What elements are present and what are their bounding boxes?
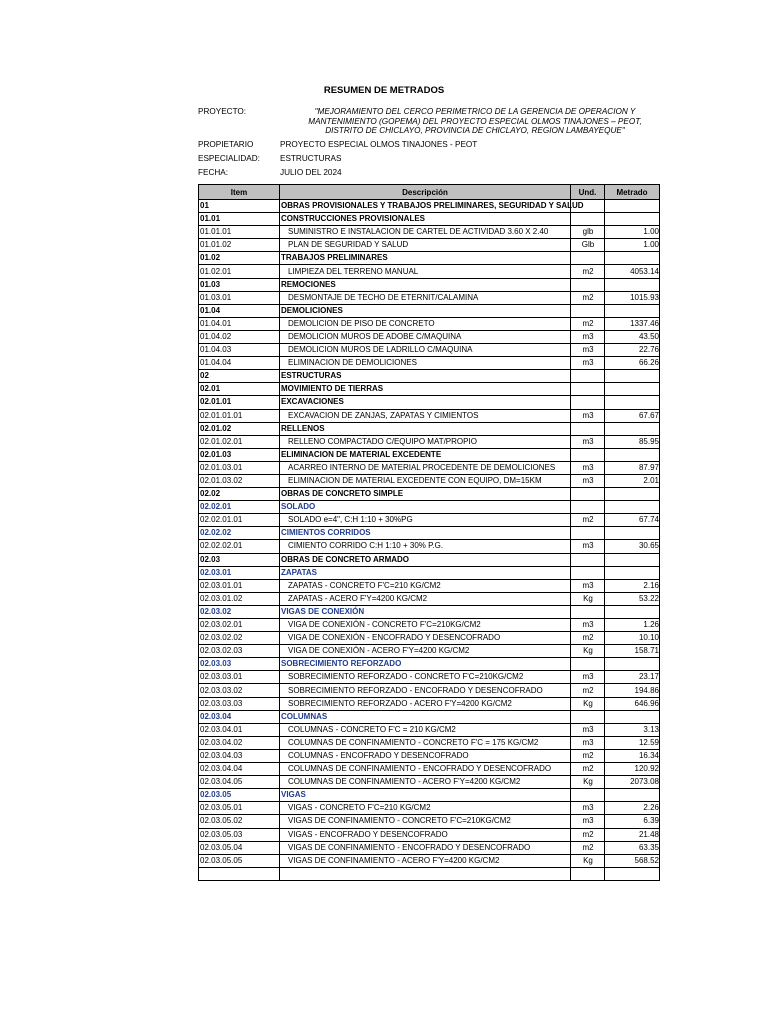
document-title: RESUMEN DE METRADOS (323, 85, 445, 96)
description-cell: SUMINISTRO E INSTALACION DE CARTEL DE ACTIVIDAD 3.60 X 2.40 (280, 226, 571, 239)
item-cell: 01.04.01 (199, 317, 280, 330)
item-cell: 02.03.02 (199, 605, 280, 618)
description-cell: COLUMNAS DE CONFINAMIENTO - ENCOFRADO Y DESENCOFRADO (280, 763, 571, 776)
item-cell: 02.03.05.03 (199, 828, 280, 841)
table-row (199, 789, 660, 802)
table-row (199, 474, 660, 487)
table-row (199, 213, 660, 226)
description-cell: EXCAVACION DE ZANJAS, ZAPATAS Y CIMIENTOS (280, 409, 571, 422)
table-row (199, 383, 660, 396)
table-row (199, 579, 660, 592)
description-cell: SOLADO e=4", C:H 1:10 + 30%PG (280, 514, 571, 527)
table-row (199, 828, 660, 841)
item-cell: 02.03.01.02 (199, 592, 280, 605)
fecha-label: FECHA: (198, 168, 229, 177)
metrado-cell: 158.71 (605, 645, 660, 658)
metrado-cell: 1015.93 (605, 291, 660, 304)
table-row (199, 435, 660, 448)
item-cell (199, 867, 280, 880)
table-row (199, 344, 660, 357)
unit-cell: Kg (571, 697, 605, 710)
metrado-cell (605, 605, 660, 618)
unit-cell: m3 (571, 802, 605, 815)
metrado-cell (605, 658, 660, 671)
unit-cell: Glb (571, 239, 605, 252)
unit-cell: m3 (571, 736, 605, 749)
table-row (199, 239, 660, 252)
description-cell: VIGA DE CONEXIÓN - ENCOFRADO Y DESENCOFRADO (280, 632, 571, 645)
unit-cell: m2 (571, 317, 605, 330)
description-cell: COLUMNAS - ENCOFRADO Y DESENCOFRADO (280, 749, 571, 762)
metrado-cell: 67.74 (605, 514, 660, 527)
table-row (199, 723, 660, 736)
table-row (199, 291, 660, 304)
item-cell: 02.01.01 (199, 396, 280, 409)
description-cell: RELLENO COMPACTADO C/EQUIPO MAT/PROPIO (280, 435, 571, 448)
item-cell: 01.03.01 (199, 291, 280, 304)
description-cell: SOBRECIMIENTO REFORZADO - ACERO F'Y=4200 KG/CM2 (280, 697, 571, 710)
table-row (199, 710, 660, 723)
header-unidad: Und. (571, 185, 605, 200)
fecha-row (198, 168, 658, 182)
table-row (199, 357, 660, 370)
item-cell: 02.03.03.01 (199, 671, 280, 684)
metrado-cell: 43.50 (605, 330, 660, 343)
table-row (199, 317, 660, 330)
table-row (199, 619, 660, 632)
metrado-cell: 568.52 (605, 854, 660, 867)
table-row (199, 226, 660, 239)
table-body (199, 200, 660, 881)
table-row (199, 514, 660, 527)
description-cell: SOBRECIMIENTO REFORZADO - ENCOFRADO Y DESENCOFRADO (280, 684, 571, 697)
metrado-cell: 21.48 (605, 828, 660, 841)
item-cell: 02.03.01 (199, 566, 280, 579)
metrado-cell (605, 304, 660, 317)
unit-cell (571, 383, 605, 396)
table-row (199, 252, 660, 265)
metrado-cell: 22.76 (605, 344, 660, 357)
header-item: Item (199, 185, 280, 200)
item-cell: 01.02 (199, 252, 280, 265)
unit-cell: glb (571, 226, 605, 239)
unit-cell: m3 (571, 619, 605, 632)
especialidad-label: ESPECIALIDAD: (198, 154, 260, 163)
table-row (199, 841, 660, 854)
unit-cell (571, 278, 605, 291)
unit-cell: m3 (571, 344, 605, 357)
item-cell: 02.03.05 (199, 789, 280, 802)
unit-cell (571, 448, 605, 461)
table-row (199, 330, 660, 343)
item-cell: 02.01.01.01 (199, 409, 280, 422)
table-row (199, 409, 660, 422)
metrado-cell (605, 501, 660, 514)
item-cell: 02.03.02.03 (199, 645, 280, 658)
metrado-cell (605, 422, 660, 435)
unit-cell: m2 (571, 265, 605, 278)
proyecto-row (198, 107, 658, 139)
unit-cell: m2 (571, 291, 605, 304)
metrado-cell: 1.26 (605, 619, 660, 632)
item-cell: 02.01.02 (199, 422, 280, 435)
unit-cell: m3 (571, 474, 605, 487)
item-cell: 02.02.01 (199, 501, 280, 514)
item-cell: 02.02.01.01 (199, 514, 280, 527)
table-row (199, 566, 660, 579)
table-row (199, 815, 660, 828)
item-cell: 02.01.02.01 (199, 435, 280, 448)
item-cell: 02.03.01.01 (199, 579, 280, 592)
description-cell: LIMPIEZA DEL TERRENO MANUAL (280, 265, 571, 278)
description-cell: RELLENOS (280, 422, 571, 435)
description-cell: CIMIENTOS CORRIDOS (280, 527, 571, 540)
metrado-cell (605, 278, 660, 291)
table-row (199, 461, 660, 474)
unit-cell: Kg (571, 776, 605, 789)
item-cell: 02.03.04.05 (199, 776, 280, 789)
unit-cell (571, 252, 605, 265)
description-cell: SOBRECIMIENTO REFORZADO (280, 658, 571, 671)
unit-cell: Kg (571, 592, 605, 605)
metrado-cell (605, 200, 660, 213)
table-row (199, 645, 660, 658)
table-row (199, 736, 660, 749)
unit-cell: m2 (571, 749, 605, 762)
table-row (199, 632, 660, 645)
table-row (199, 763, 660, 776)
item-cell: 02.02 (199, 488, 280, 501)
item-cell: 02.03.02.02 (199, 632, 280, 645)
unit-cell: m2 (571, 763, 605, 776)
description-cell: OBRAS DE CONCRETO ARMADO (280, 553, 571, 566)
item-cell: 01 (199, 200, 280, 213)
unit-cell: m2 (571, 514, 605, 527)
unit-cell (571, 422, 605, 435)
metrado-cell: 30.65 (605, 540, 660, 553)
table-header-row (199, 185, 660, 200)
metrado-cell (605, 383, 660, 396)
item-cell: 02 (199, 370, 280, 383)
item-cell: 02.03.05.01 (199, 802, 280, 815)
propietario-row (198, 140, 658, 154)
item-cell: 01.01 (199, 213, 280, 226)
metrado-cell: 10.10 (605, 632, 660, 645)
item-cell: 02.03.04.01 (199, 723, 280, 736)
metrado-cell: 2.16 (605, 579, 660, 592)
unit-cell: m3 (571, 435, 605, 448)
unit-cell (571, 501, 605, 514)
description-cell: ELIMINACION DE MATERIAL EXCEDENTE (280, 448, 571, 461)
item-cell: 02.03.04 (199, 710, 280, 723)
description-cell: VIGAS (280, 789, 571, 802)
metrado-cell: 85.95 (605, 435, 660, 448)
unit-cell (571, 710, 605, 723)
item-cell: 01.01.01 (199, 226, 280, 239)
unit-cell: m3 (571, 815, 605, 828)
metrado-cell: 1.00 (605, 226, 660, 239)
metrado-cell (605, 213, 660, 226)
proyecto-line: DISTRITO DE CHICLAYO, PROVINCIA DE CHICLAYO, REGION LAMBAYEQUE" (325, 126, 625, 135)
description-cell: PLAN DE SEGURIDAD Y SALUD (280, 239, 571, 252)
description-cell: VIGAS DE CONEXIÓN (280, 605, 571, 618)
metrado-cell: 63.35 (605, 841, 660, 854)
item-cell: 02.03.05.02 (199, 815, 280, 828)
unit-cell (571, 304, 605, 317)
item-cell: 02.03.05.05 (199, 854, 280, 867)
table-row (199, 540, 660, 553)
description-cell: CIMIENTO CORRIDO C:H 1:10 + 30% P.G. (280, 540, 571, 553)
table-row (199, 396, 660, 409)
description-cell: VIGA DE CONEXIÓN - ACERO F'Y=4200 KG/CM2 (280, 645, 571, 658)
table-row (199, 370, 660, 383)
description-cell: ACARREO INTERNO DE MATERIAL PROCEDENTE DE DEMOLICIONES (280, 461, 571, 474)
item-cell: 02.03.05.04 (199, 841, 280, 854)
metrado-cell (605, 370, 660, 383)
item-cell: 02.03.03.02 (199, 684, 280, 697)
proyecto-value (280, 107, 658, 136)
metrado-cell: 1337.46 (605, 317, 660, 330)
metrado-cell: 53.22 (605, 592, 660, 605)
table-row (199, 527, 660, 540)
description-cell: COLUMNAS DE CONFINAMIENTO - CONCRETO F'C = 175 KG/CM2 (280, 736, 571, 749)
table-row (199, 854, 660, 867)
unit-cell (571, 527, 605, 540)
proyecto-label: PROYECTO: (198, 107, 247, 116)
unit-cell: m3 (571, 540, 605, 553)
description-cell: DESMONTAJE DE TECHO DE ETERNIT/CALAMINA (280, 291, 571, 304)
description-cell: DEMOLICION MUROS DE LADRILLO C/MAQUINA (280, 344, 571, 357)
metrado-cell: 67.67 (605, 409, 660, 422)
unit-cell: m3 (571, 579, 605, 592)
item-cell: 02.03.03 (199, 658, 280, 671)
unit-cell (571, 789, 605, 802)
table-row (199, 605, 660, 618)
table-row (199, 488, 660, 501)
table-row (199, 867, 660, 880)
table-row (199, 200, 660, 213)
description-cell: REMOCIONES (280, 278, 571, 291)
metrado-cell: 2073.08 (605, 776, 660, 789)
description-cell: ESTRUCTURAS (280, 370, 571, 383)
item-cell: 02.03 (199, 553, 280, 566)
unit-cell: Kg (571, 854, 605, 867)
table-row (199, 697, 660, 710)
description-cell: ZAPATAS - ACERO F'Y=4200 KG/CM2 (280, 592, 571, 605)
item-cell: 02.03.02.01 (199, 619, 280, 632)
item-cell: 02.02.02 (199, 527, 280, 540)
metrado-cell: 120.92 (605, 763, 660, 776)
unit-cell (571, 553, 605, 566)
metrado-cell: 87.97 (605, 461, 660, 474)
unit-cell (571, 658, 605, 671)
unit-cell: m3 (571, 671, 605, 684)
metrados-table (198, 184, 660, 881)
metrado-cell: 1.00 (605, 239, 660, 252)
unit-cell (571, 488, 605, 501)
metrado-cell (605, 488, 660, 501)
metrado-cell (605, 789, 660, 802)
table-row (199, 749, 660, 762)
unit-cell (571, 867, 605, 880)
metrado-cell (605, 566, 660, 579)
item-cell: 01.04.02 (199, 330, 280, 343)
item-cell: 02.01.03.01 (199, 461, 280, 474)
unit-cell: m3 (571, 330, 605, 343)
item-cell: 02.03.04.02 (199, 736, 280, 749)
proyecto-line: MANTENIMIENTO (GOPEMA) DEL PROYECTO ESPECIAL OLMOS TINAJONES – PEOT, (308, 116, 642, 126)
proyecto-line: "MEJORAMIENTO DEL CERCO PERIMETRICO DE LA GERENCIA DE OPERACION Y (314, 107, 636, 116)
description-cell: DEMOLICIONES (280, 304, 571, 317)
metrado-cell: 3.13 (605, 723, 660, 736)
table-row (199, 553, 660, 566)
description-cell: VIGA DE CONEXIÓN - CONCRETO F'C=210KG/CM2 (280, 619, 571, 632)
description-cell: ELIMINACION DE DEMOLICIONES (280, 357, 571, 370)
metrado-cell: 6.39 (605, 815, 660, 828)
metrado-cell: 2.01 (605, 474, 660, 487)
table-row (199, 658, 660, 671)
description-cell: ZAPATAS (280, 566, 571, 579)
item-cell: 01.04.04 (199, 357, 280, 370)
propietario-label: PROPIETARIO (198, 140, 254, 149)
metrado-cell: 4053.14 (605, 265, 660, 278)
unit-cell: m3 (571, 461, 605, 474)
description-cell: ELIMINACION DE MATERIAL EXCEDENTE CON EQUIPO, DM=15KM (280, 474, 571, 487)
description-cell: OBRAS PROVISIONALES Y TRABAJOS PRELIMINARES, SEGURIDAD Y SALUD (280, 200, 571, 213)
item-cell: 02.01.03 (199, 448, 280, 461)
unit-cell: m3 (571, 723, 605, 736)
description-cell: COLUMNAS - CONCRETO F'C = 210 KG/CM2 (280, 723, 571, 736)
metrado-cell (605, 710, 660, 723)
item-cell: 02.01.03.02 (199, 474, 280, 487)
description-cell: VIGAS DE CONFINAMIENTO - ENCOFRADO Y DESENCOFRADO (280, 841, 571, 854)
project-info (198, 107, 658, 182)
metrado-cell: 2.26 (605, 802, 660, 815)
metrado-cell (605, 553, 660, 566)
table-row (199, 422, 660, 435)
description-cell: VIGAS - ENCOFRADO Y DESENCOFRADO (280, 828, 571, 841)
description-cell: SOLADO (280, 501, 571, 514)
metrado-cell: 66.26 (605, 357, 660, 370)
description-cell: DEMOLICION MUROS DE ADOBE C/MAQUINA (280, 330, 571, 343)
item-cell: 02.03.04.04 (199, 763, 280, 776)
item-cell: 02.02.02.01 (199, 540, 280, 553)
item-cell: 01.01.02 (199, 239, 280, 252)
description-cell: VIGAS DE CONFINAMIENTO - ACERO F'Y=4200 KG/CM2 (280, 854, 571, 867)
item-cell: 02.01 (199, 383, 280, 396)
description-cell: SOBRECIMIENTO REFORZADO - CONCRETO F'C=210KG/CM2 (280, 671, 571, 684)
table-row (199, 671, 660, 684)
fecha-value: JULIO DEL 2024 (280, 168, 342, 177)
item-cell: 01.03 (199, 278, 280, 291)
table-row (199, 278, 660, 291)
unit-cell (571, 605, 605, 618)
item-cell: 01.04 (199, 304, 280, 317)
description-cell: TRABAJOS PRELIMINARES (280, 252, 571, 265)
table-row (199, 802, 660, 815)
unit-cell (571, 566, 605, 579)
table-row (199, 501, 660, 514)
propietario-value: PROYECTO ESPECIAL OLMOS TINAJONES - PEOT (280, 140, 478, 149)
table-row (199, 304, 660, 317)
description-cell (280, 867, 571, 880)
description-cell: COLUMNAS (280, 710, 571, 723)
metrado-cell: 16.34 (605, 749, 660, 762)
item-cell: 01.04.03 (199, 344, 280, 357)
description-cell: EXCAVACIONES (280, 396, 571, 409)
metrado-cell (605, 448, 660, 461)
unit-cell: m2 (571, 684, 605, 697)
metrado-cell (605, 396, 660, 409)
unit-cell (571, 370, 605, 383)
description-cell: OBRAS DE CONCRETO SIMPLE (280, 488, 571, 501)
table-row (199, 684, 660, 697)
metrado-cell: 646.96 (605, 697, 660, 710)
table-row (199, 776, 660, 789)
header-descripcion: Descripción (280, 185, 571, 200)
item-cell: 02.03.03.03 (199, 697, 280, 710)
unit-cell (571, 213, 605, 226)
description-cell: DEMOLICION DE PISO DE CONCRETO (280, 317, 571, 330)
table-row (199, 265, 660, 278)
description-cell: COLUMNAS DE CONFINAMIENTO - ACERO F'Y=4200 KG/CM2 (280, 776, 571, 789)
metrado-cell (605, 252, 660, 265)
metrado-cell: 23.17 (605, 671, 660, 684)
unit-cell: m2 (571, 632, 605, 645)
especialidad-value: ESTRUCTURAS (280, 154, 342, 163)
item-cell: 01.02.01 (199, 265, 280, 278)
unit-cell: m2 (571, 841, 605, 854)
especialidad-row (198, 154, 658, 168)
unit-cell: m2 (571, 828, 605, 841)
metrado-cell (605, 867, 660, 880)
header-metrado: Metrado (605, 185, 660, 200)
metrado-cell (605, 527, 660, 540)
description-cell: ZAPATAS - CONCRETO F'C=210 KG/CM2 (280, 579, 571, 592)
description-cell: CONSTRUCCIONES PROVISIONALES (280, 213, 571, 226)
metrado-cell: 194.86 (605, 684, 660, 697)
table-row (199, 592, 660, 605)
unit-cell: m3 (571, 357, 605, 370)
description-cell: VIGAS - CONCRETO F'C=210 KG/CM2 (280, 802, 571, 815)
metrado-cell: 12.59 (605, 736, 660, 749)
description-cell: VIGAS DE CONFINAMIENTO - CONCRETO F'C=210KG/CM2 (280, 815, 571, 828)
item-cell: 02.03.04.03 (199, 749, 280, 762)
table-row (199, 448, 660, 461)
unit-cell: m3 (571, 409, 605, 422)
unit-cell: Kg (571, 645, 605, 658)
description-cell: MOVIMIENTO DE TIERRAS (280, 383, 571, 396)
unit-cell (571, 396, 605, 409)
